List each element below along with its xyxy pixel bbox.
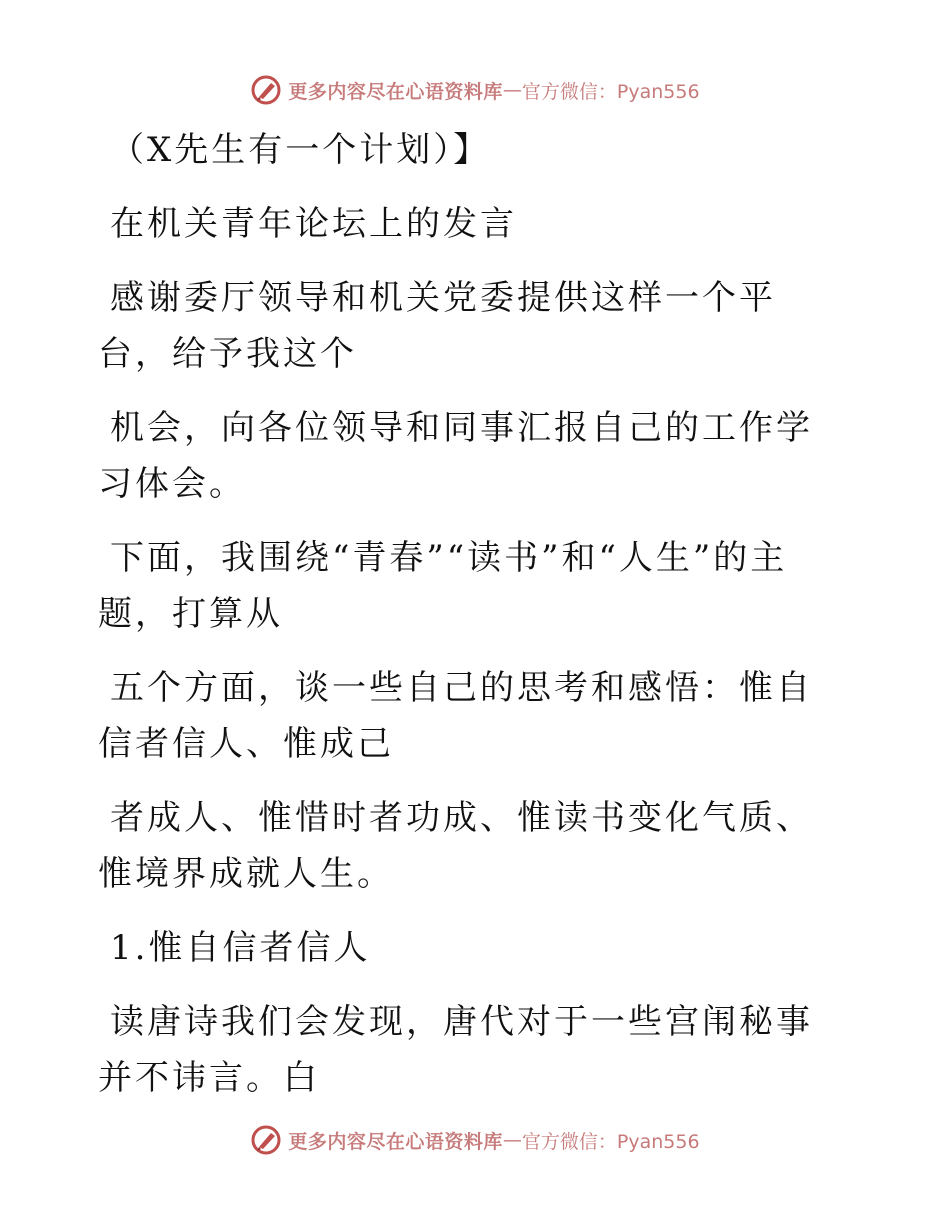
watermark-wechat-text: 官方微信：Pyan556 xyxy=(521,1130,700,1153)
paragraph: 者成人、惟惜时者功成、惟读书变化气质、惟境界成就人生。 xyxy=(98,798,813,894)
paragraph: 读唐诗我们会发现，唐代对于一些宫闱秘事并不讳言。白 xyxy=(98,1002,813,1098)
section-heading: 1.惟自信者信人 xyxy=(110,928,371,968)
pen-nib-logo-icon xyxy=(250,1124,282,1156)
doc-title: 在机关青年论坛上的发言 xyxy=(110,204,517,244)
footer-watermark xyxy=(0,1120,950,1160)
watermark-separator: — xyxy=(502,79,522,101)
watermark-main-text: 更多内容尽在心语资料库 xyxy=(288,1130,503,1153)
paragraph: 感谢委厅领导和机关党委提供这样一个平台，给予我这个 xyxy=(98,278,776,374)
paragraph: 机会，向各位领导和同事汇报自己的工作学习体会。 xyxy=(98,408,813,504)
watermark-wechat-text: 官方微信：Pyan556 xyxy=(521,80,700,103)
header-watermark xyxy=(0,70,950,110)
paragraph: 五个方面，谈一些自己的思考和感悟：惟自信者信人、惟成己 xyxy=(98,668,813,764)
paragraph: 下面，我围绕“青春”“读书”和“人生”的主题，打算从 xyxy=(98,538,788,634)
pen-nib-logo-icon xyxy=(250,74,282,106)
document-body xyxy=(98,122,838,1124)
doc-heading-note: （X先生有一个计划）】 xyxy=(110,130,491,170)
watermark-main-text: 更多内容尽在心语资料库 xyxy=(288,80,503,103)
watermark-separator: — xyxy=(502,1129,522,1151)
